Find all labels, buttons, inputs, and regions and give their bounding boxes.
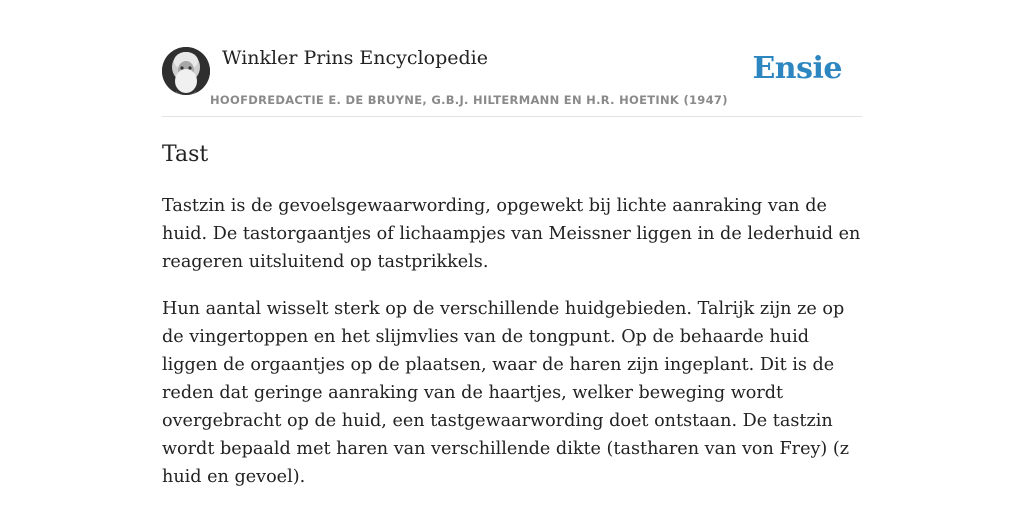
source-editors: HOOFDREDACTIE E. DE BRUYNE, G.B.J. HILTERMANN EN H.R. HOETINK (1947)	[210, 93, 728, 107]
article-title: Tast	[162, 142, 209, 167]
article-body	[162, 192, 866, 510]
source-title[interactable]: Winkler Prins Encyclopedie	[222, 47, 488, 69]
source-header	[162, 46, 862, 117]
article-paragraph: Hun aantal wisselt sterk op de verschillende huidgebieden. Talrijk zijn ze op de vingertoppen en het slijmvlies van de tongpunt. Op de behaarde huid liggen de orgaantjes op de plaatsen, waar de haren zijn ingeplant. Dit is de reden dat geringe aanraking van de haartjes, welker beweging wordt overgebracht op de huid, een tastgewaarwording doet ontstaan. De tastzin wordt bepaald met haren van verschillende dikte (tastharen van von Frey) (z huid en gevoel).	[162, 299, 850, 487]
portrait-image	[162, 47, 210, 95]
brand-logo[interactable]: Ensie	[752, 51, 842, 86]
article-paragraph: Tastzin is de gevoelsgewaarwording, opgewekt bij lichte aanraking van de huid. De tastorgaantjes of lichaampjes van Meissner liggen in de lederhuid en reageren uitsluitend op tastprikkels.	[162, 196, 861, 272]
author-avatar[interactable]	[162, 47, 210, 95]
